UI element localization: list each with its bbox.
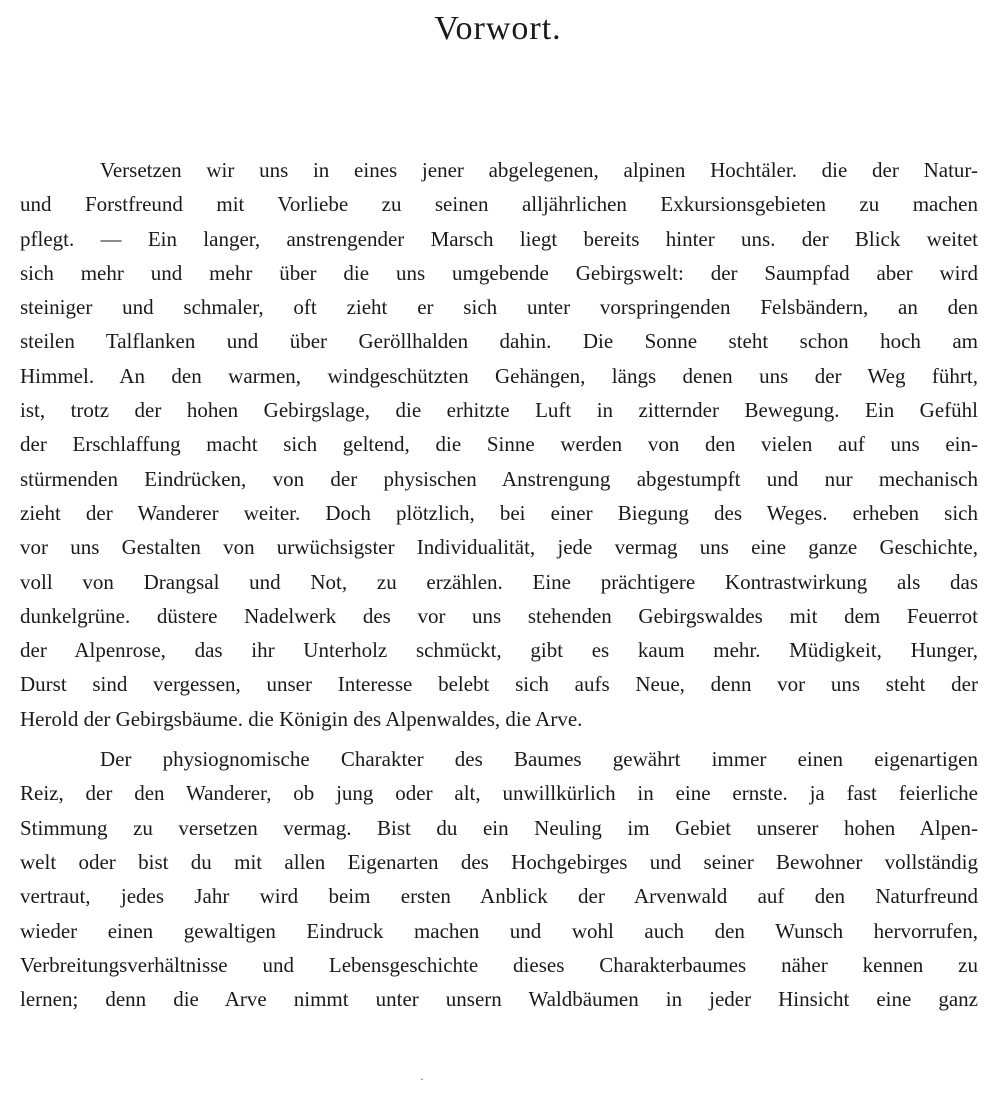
text-line: sich mehr und mehr über die uns umgebende Gebirgswelt: der Saumpfad aber wird	[20, 260, 978, 285]
paragraph-1	[20, 153, 978, 736]
text-line: dunkelgrüne. düstere Nadelwerk des vor uns stehenden Gebirgswaldes mit dem Feuerrot	[20, 603, 978, 628]
text-line: lernen; denn die Arve nimmt unter unsern Waldbäumen in jeder Hinsicht eine ganz	[20, 987, 978, 1012]
text-line: Verbreitungsverhältnisse und Lebensgeschichte dieses Charakterbaumes näher kennen zu	[20, 952, 978, 977]
paragraph-2	[20, 742, 978, 1016]
text-line: voll von Drangsal und Not, zu erzählen. Eine prächtigere Kontrastwirkung als das	[20, 569, 978, 594]
text-line: steilen Talflanken und über Geröllhalden dahin. Die Sonne steht schon hoch am	[20, 329, 978, 354]
text-line: zieht der Wanderer weiter. Doch plötzlich, bei einer Biegung des Weges. erheben sich	[20, 500, 978, 525]
text-line: Reiz, der den Wanderer, ob jung oder alt, unwillkürlich in eine ernste. ja fast feierliche	[20, 781, 978, 806]
text-line: wieder einen gewaltigen Eindruck machen und wohl auch den Wunsch hervorrufen,	[20, 918, 978, 943]
text-line: stürmenden Eindrücken, von der physischen Anstrengung abgestumpft und nur mechanisch	[20, 466, 978, 491]
text-line: vertraut, jedes Jahr wird beim ersten Anblick der Arvenwald auf den Naturfreund	[20, 884, 978, 909]
text-line: welt oder bist du mit allen Eigenarten des Hochgebirges und seiner Bewohner vollständig	[20, 849, 978, 874]
text-line: der Erschlaffung macht sich geltend, die Sinne werden von den vielen auf uns ein-	[20, 432, 978, 457]
text-line: Herold der Gebirgsbäume. die Königin des Alpenwaldes, die Arve.	[20, 706, 583, 731]
text-line: Durst sind vergessen, unser Interesse belebt sich aufs Neue, denn vor uns steht der	[20, 672, 978, 697]
text-line: vor uns Gestalten von urwüchsigster Individualität, jede vermag uns eine ganze Geschichte,	[20, 535, 978, 560]
text-line: Himmel. An den warmen, windgeschützten Gehängen, längs denen uns der Weg führt,	[20, 363, 978, 388]
text-line: ist, trotz der hohen Gebirgslage, die erhitzte Luft in zitternder Bewegung. Ein Gefühl	[20, 398, 978, 423]
text-line: Versetzen wir uns in eines jener abgelegenen, alpinen Hochtäler. die der Natur-	[100, 158, 978, 182]
text-line: der Alpenrose, das ihr Unterholz schmückt, gibt es kaum mehr. Müdigkeit, Hunger,	[20, 638, 978, 663]
text-line: Stimmung zu versetzen vermag. Bist du ein Neuling im Gebiet unserer hohen Alpen-	[20, 815, 978, 840]
text-line: und Forstfreund mit Vorliebe zu seinen alljährlichen Exkursionsgebieten zu machen	[20, 192, 978, 217]
text-line: pflegt. — Ein langer, anstrengender Marsch liegt bereits hinter uns. der Blick weitet	[20, 226, 978, 251]
body-text	[20, 153, 978, 1022]
text-line: Der physiognomische Charakter des Baumes gewährt immer einen eigenartigen	[100, 747, 978, 772]
scan-speck: ·	[420, 1072, 424, 1086]
text-line: steiniger und schmaler, oft zieht er sich unter vorspringenden Felsbändern, an den	[20, 295, 978, 320]
page-title: Vorwort.	[434, 10, 562, 47]
